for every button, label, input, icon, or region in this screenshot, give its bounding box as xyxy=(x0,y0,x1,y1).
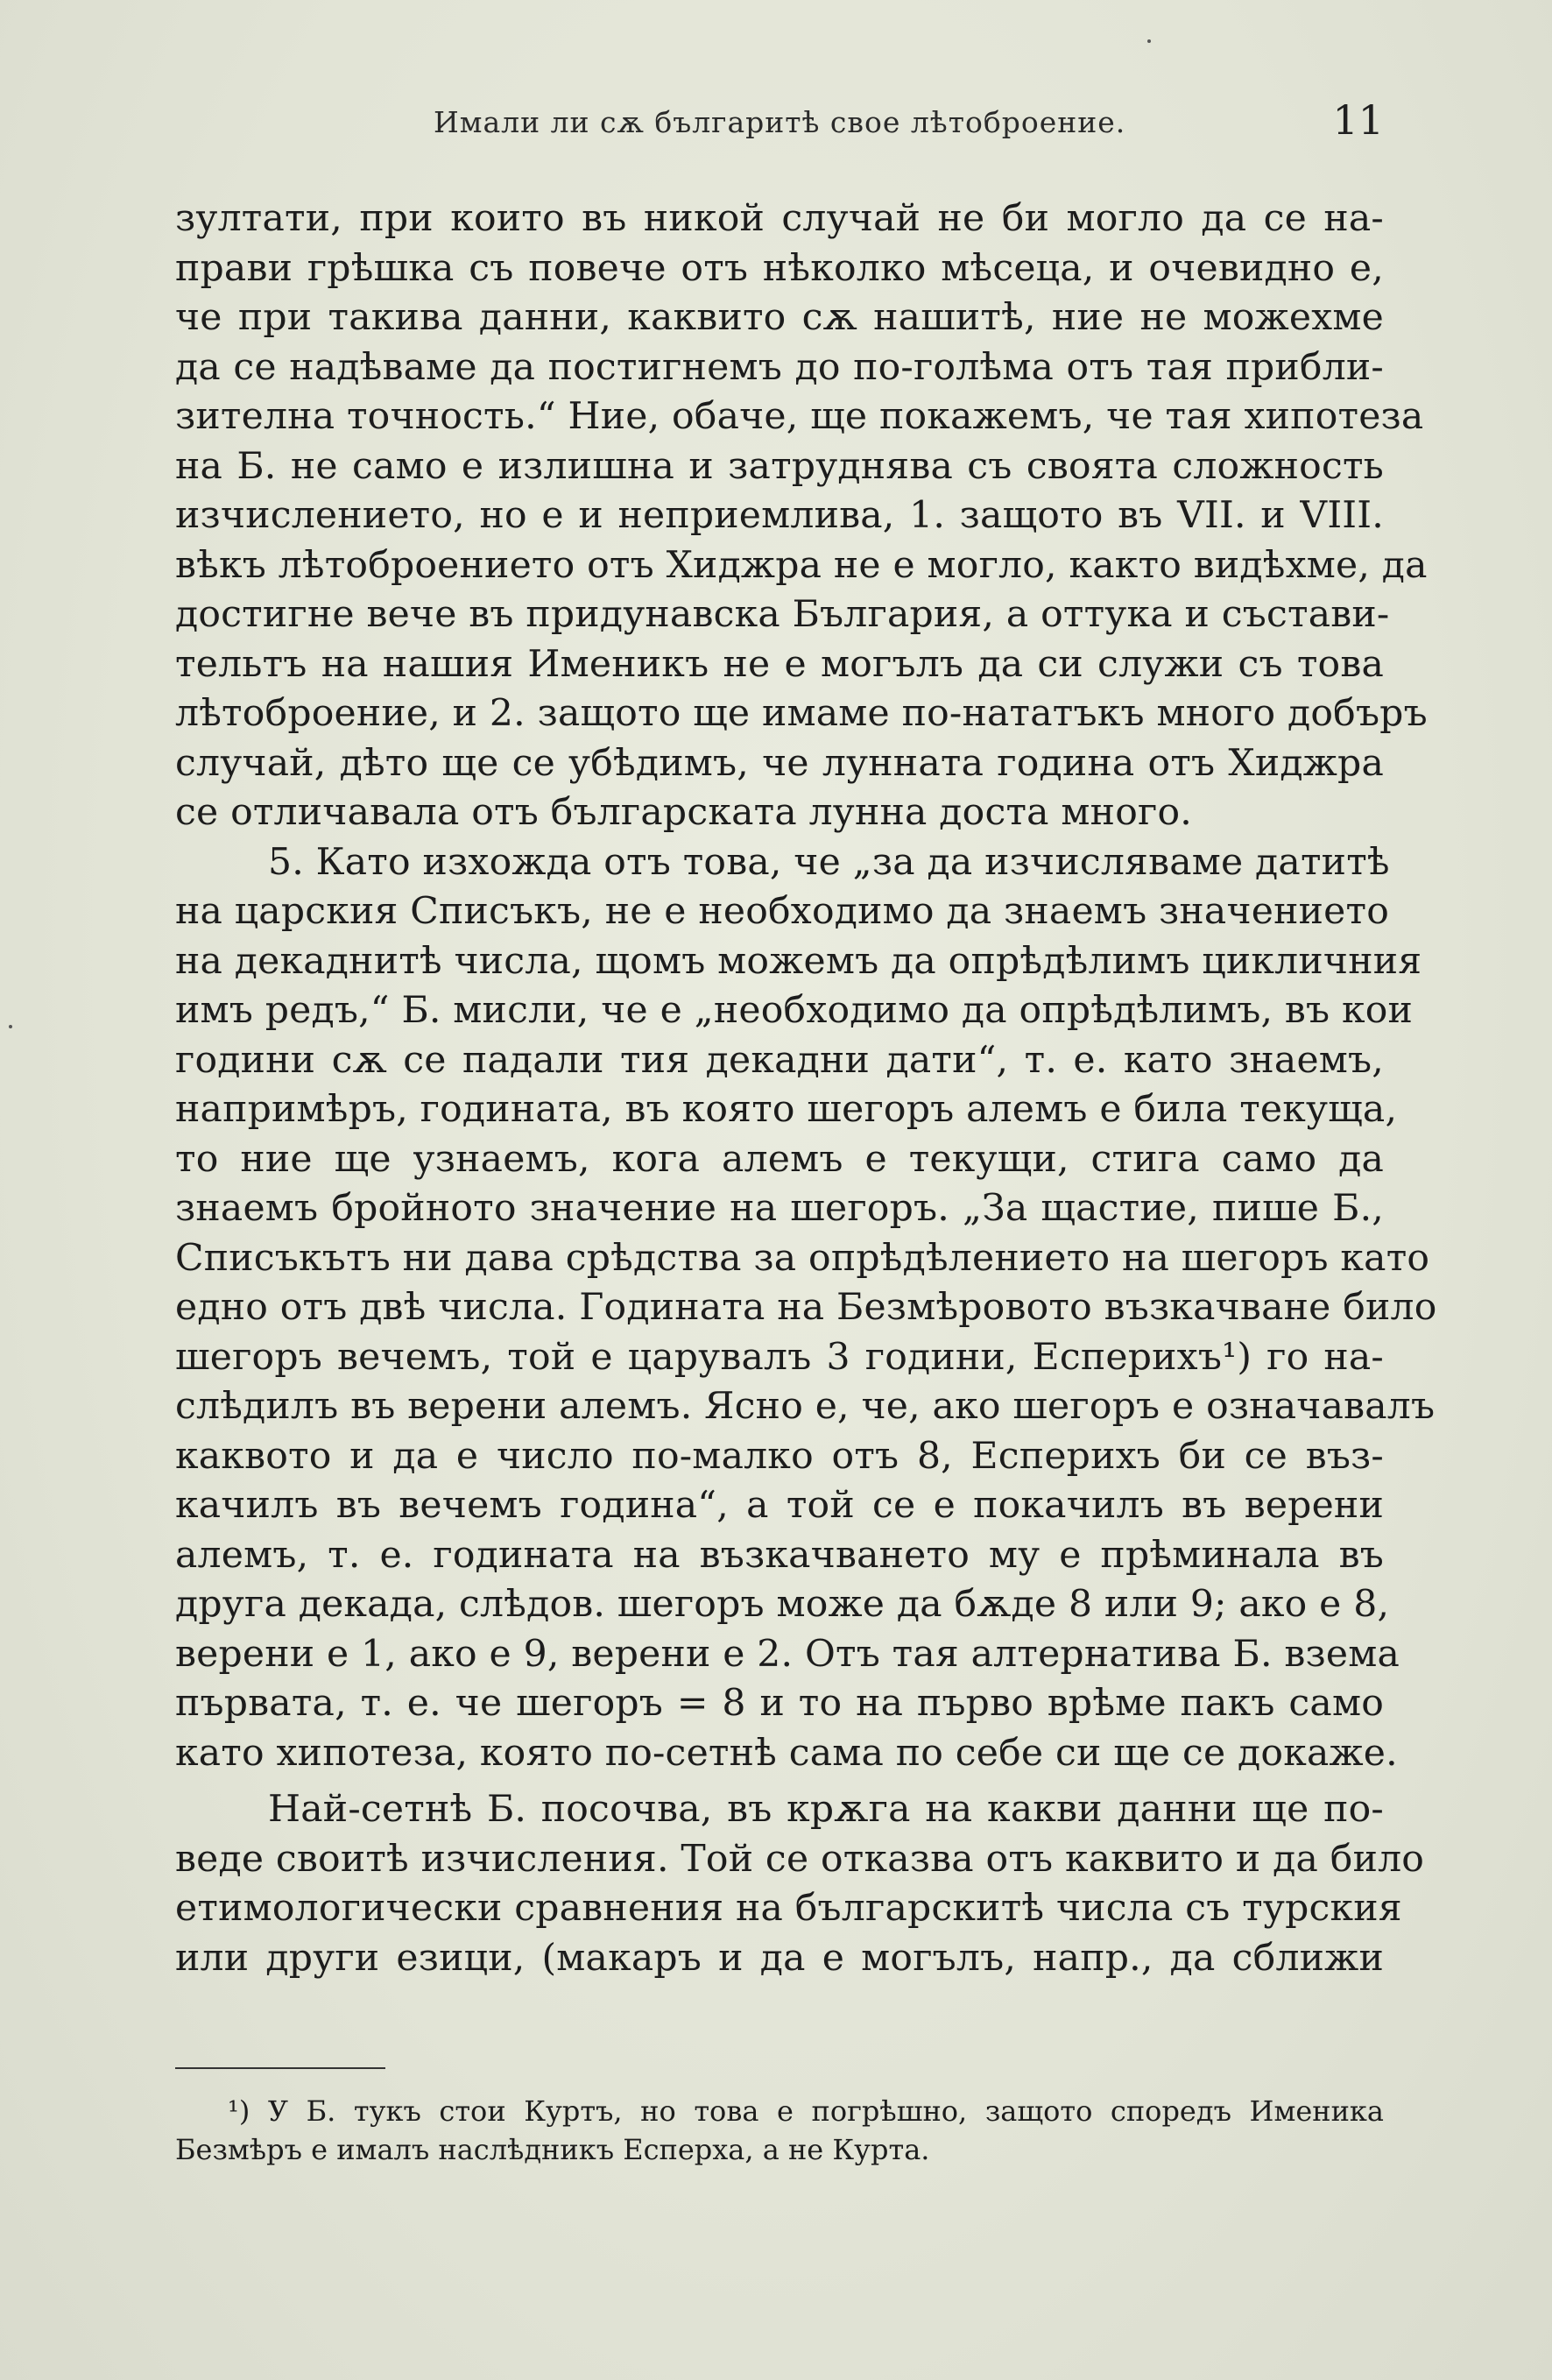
text-line: изчислението, но е и неприемлива, 1. защото въ VII. и VIII. xyxy=(175,494,1384,537)
paper-speck xyxy=(1147,39,1151,43)
text-line: етимологически сравнения на българскитѣ числа съ турския xyxy=(175,1887,1402,1930)
page-header xyxy=(175,96,1384,166)
text-line: години сѫ се падали тия декадни дати“, т. е. като знаемъ, xyxy=(175,1038,1384,1082)
text-line: достигне вече въ придунавска България, а оттука и състави- xyxy=(175,593,1390,636)
paragraph-start: 5. Като изхожда отъ това, че „за да изчисляваме датитѣ xyxy=(268,840,1390,884)
text-line: напримѣръ, годината, въ която шегоръ алемъ е била текуща, xyxy=(175,1088,1398,1131)
text-line: че при такива данни, каквито сѫ нашитѣ, ние не можехме xyxy=(175,296,1384,339)
text-line: зултати, при които въ никой случай не би могло да се на- xyxy=(175,197,1384,240)
text-line: верени е 1, ако е 9, верени е 2. Отъ тая алтернатива Б. взема xyxy=(175,1632,1400,1676)
text-line: Списъкътъ ни дава срѣдства за опрѣдѣлението на шегоръ като xyxy=(175,1236,1430,1280)
main-text xyxy=(175,194,1437,1983)
text-line: като хипотеза, която по-сетнѣ сама по себе си ще се докаже. xyxy=(175,1731,1398,1775)
text-line: или други езици, (макаръ и да е могълъ, напр., да сближи xyxy=(175,1936,1384,1980)
text-line: имъ редъ,“ Б. мисли, че е „необходимо да опрѣдѣлимъ, въ кои xyxy=(175,989,1414,1032)
text-line: вѣкъ лѣтоброението отъ Хиджра не е могло, както видѣхме, да xyxy=(175,543,1428,587)
text-line: шегоръ вечемъ, той е царувалъ 3 години, Есперихъ¹) го на- xyxy=(175,1335,1384,1379)
text-line: едно отъ двѣ числа. Годината на Безмѣровото възкачване било xyxy=(175,1286,1437,1329)
text-line: първата, т. е. че шегоръ = 8 и то на първо врѣме пакъ само xyxy=(175,1682,1384,1725)
text-line: друга декада, слѣдов. шегоръ може да бѫде 8 или 9; ако е 8, xyxy=(175,1583,1390,1626)
text-line: се отличавала отъ българската лунна доста много. xyxy=(175,791,1192,834)
text-line: алемъ, т. е. годината на възкачването му е прѣминала въ xyxy=(175,1533,1384,1577)
paper-speck xyxy=(9,1025,12,1028)
text-line: веде своитѣ изчисления. Той се отказва отъ каквито и да било xyxy=(175,1837,1425,1881)
text-line: лѣтоброение, и 2. защото ще имаме по-нататъкъ много добъръ xyxy=(175,692,1428,735)
text-line: да се надѣваме да постигнемъ до по-голѣма отъ тая прибли- xyxy=(175,345,1384,389)
text-line: то ние ще узнаемъ, кога алемъ е текущи, стига само да xyxy=(175,1137,1384,1181)
text-line: прави грѣшка съ повече отъ нѣколко мѣсеца, и очевидно е, xyxy=(175,246,1384,290)
page-number: 11 xyxy=(1332,96,1384,144)
text-line: зителна точность.“ Ние, обаче, ще покажемъ, че тая хипотеза xyxy=(175,395,1424,438)
text-line: на декаднитѣ числа, щомъ можемъ да опрѣдѣлимъ цикличния xyxy=(175,939,1422,983)
text-line: на царския Списъкъ, не е необходимо да знаемъ значението xyxy=(175,890,1390,933)
text-line: каквото и да е число по-малко отъ 8, Есперихъ би се въз- xyxy=(175,1434,1384,1478)
text-line: знаемъ бройното значение на шегоръ. „За щастие, пише Б., xyxy=(175,1187,1384,1230)
paragraph-start: Най-сетнѣ Б. посочва, въ крѫга на какви данни ще по- xyxy=(268,1788,1384,1831)
footnote-divider xyxy=(175,2067,385,2069)
text-line: тельтъ на нашия Именикъ не е могълъ да си служи съ това xyxy=(175,642,1384,686)
footnote-line: Безмѣръ е ималъ наслѣдникъ Есперха, а не Курта. xyxy=(175,2133,930,2166)
footnotes xyxy=(175,2092,1384,2169)
text-line: качилъ въ вечемъ година“, а той се е покачилъ въ верени xyxy=(175,1484,1384,1527)
text-line: на Б. не само е излишна и затруднява съ своята сложность xyxy=(175,444,1384,488)
text-line: случай, дѣто ще се убѣдимъ, че лунната година отъ Хиджра xyxy=(175,741,1384,785)
text-line: слѣдилъ въ верени алемъ. Ясно е, че, ако шегоръ е означавалъ xyxy=(175,1385,1436,1428)
footnote-line: ¹) У Б. тукъ стои Куртъ, но това е погрѣшно, защото споредъ Именика xyxy=(228,2094,1384,2128)
running-head: Имали ли сѫ българитѣ свое лѣтоброение. xyxy=(434,105,1126,139)
